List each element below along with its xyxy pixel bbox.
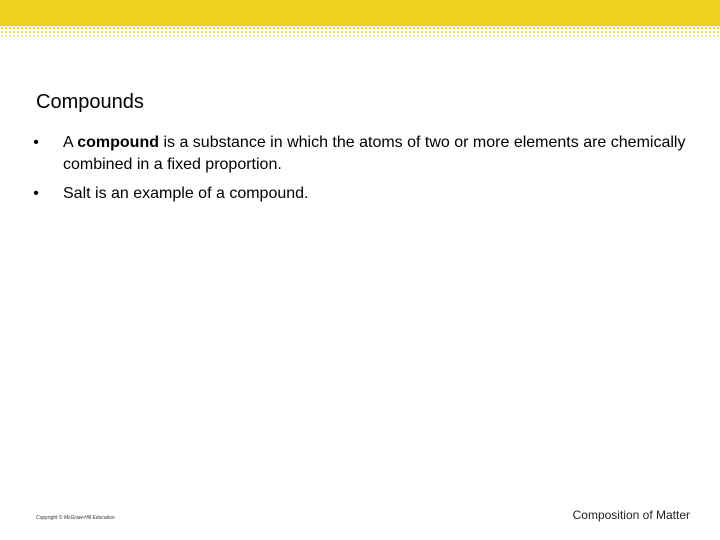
bullet-text-post: is a substance in which the atoms of two or more elements are chemically combined in a fixed proportion.: [63, 134, 686, 173]
slide-title: Compounds: [36, 91, 144, 113]
bullet-marker: •: [33, 134, 39, 151]
bullet-text-bold: compound: [77, 134, 159, 151]
bullet-list: [30, 132, 690, 212]
bullet-item: [30, 132, 690, 176]
bullet-marker: •: [33, 185, 39, 202]
header-band-dots: [0, 26, 720, 40]
bullet-text-pre: A: [63, 134, 78, 151]
header-band: [0, 0, 720, 40]
bullet-text-pre: Salt is an example of a compound.: [63, 185, 309, 202]
copyright-text: Copyright © McGraw-Hill Education: [36, 515, 115, 521]
header-band-solid: [0, 0, 720, 26]
bullet-item: [30, 183, 690, 205]
section-label: Composition of Matter: [572, 508, 690, 522]
